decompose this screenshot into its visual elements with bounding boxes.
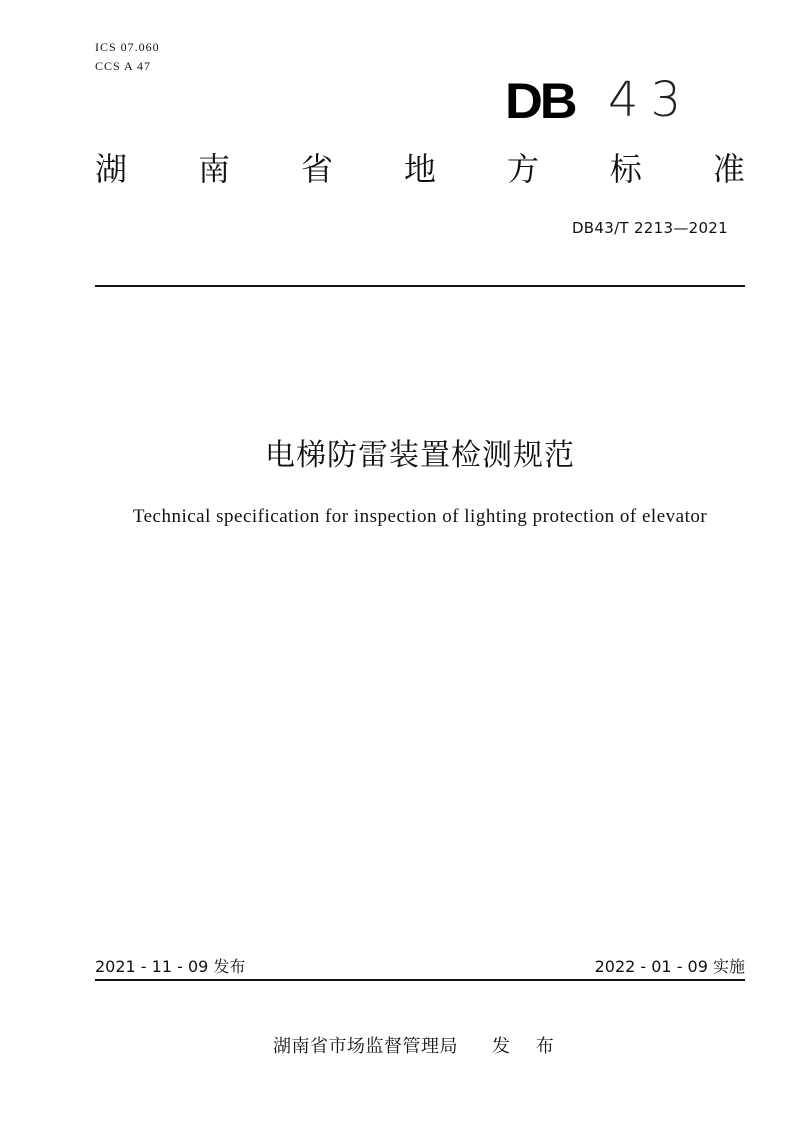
db-logo-number: 43 — [608, 72, 694, 128]
issuer — [273, 1035, 564, 1059]
top-divider — [95, 285, 745, 287]
standard-type-char: 南 — [197, 150, 230, 188]
standard-type-char: 准 — [712, 150, 745, 188]
standard-type-char: 地 — [403, 150, 436, 188]
ics-code: ICS 07.060 — [95, 40, 160, 54]
implementation-date: 2022 - 01 - 09 实施 — [594, 957, 745, 976]
document-title-en: Technical specification for inspection of lighting protection of elevator — [132, 506, 708, 527]
standard-type — [95, 148, 745, 190]
db-logo-mark: DB — [505, 73, 575, 129]
standard-code: DB43/T 2213—2021 — [571, 219, 728, 237]
standard-type-char: 方 — [506, 150, 539, 188]
issue-date: 2021 - 11 - 09 发布 — [95, 957, 246, 976]
standard-type-char: 标 — [609, 150, 642, 188]
standard-type-char: 省 — [300, 150, 333, 188]
standard-type-char: 湖 — [95, 150, 128, 188]
bottom-divider — [95, 979, 745, 981]
db-logo — [505, 72, 694, 129]
ccs-code: CCS A 47 — [95, 59, 152, 73]
issuer-action: 发 布 — [492, 1036, 564, 1057]
issuer-org: 湖南省市场监督管理局 — [273, 1036, 458, 1057]
document-title-zh: 电梯防雷装置检测规范 — [265, 438, 575, 473]
